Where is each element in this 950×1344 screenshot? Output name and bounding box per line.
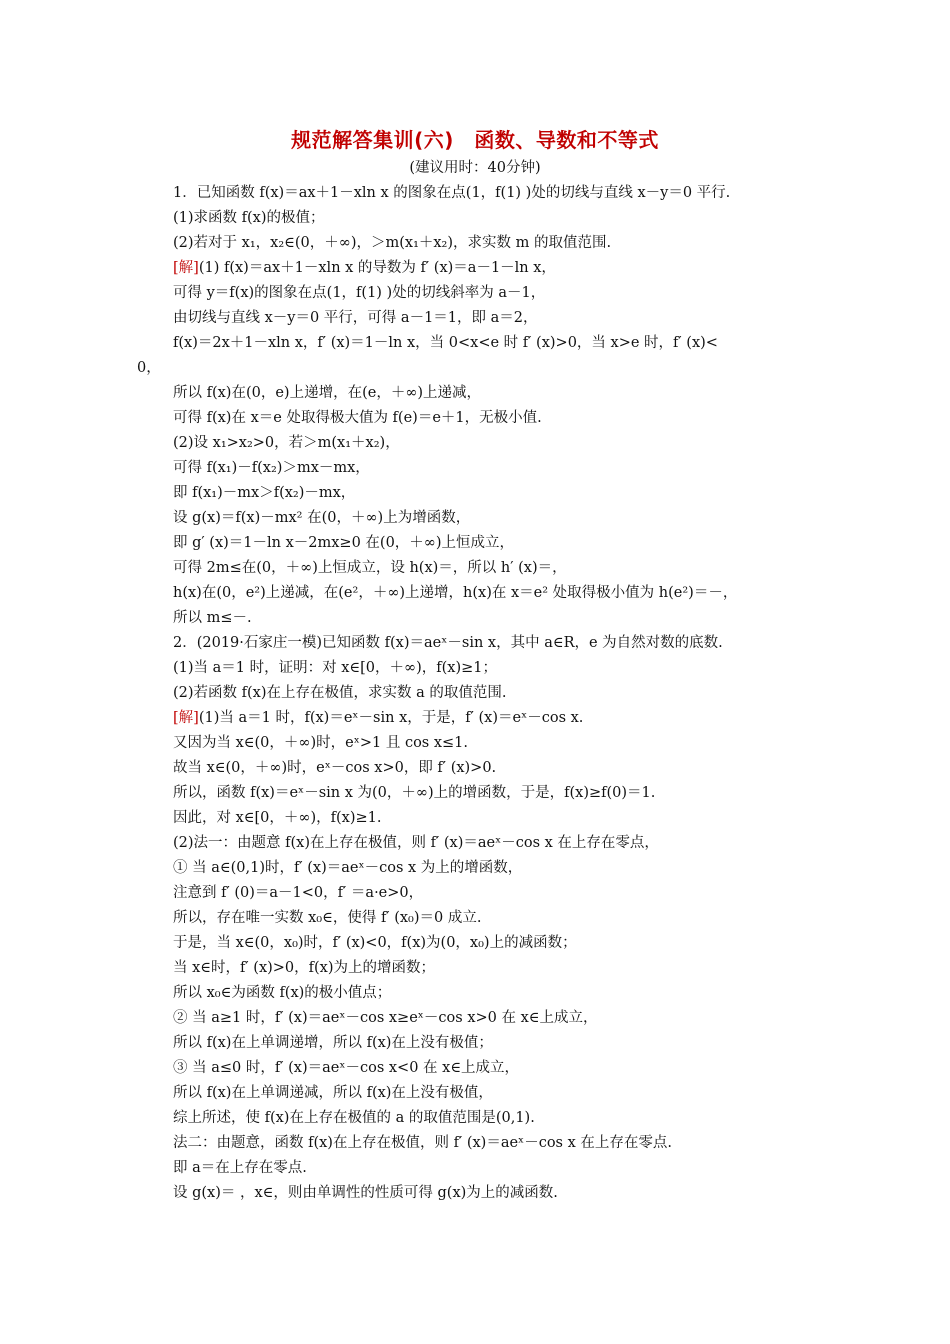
text-line: (2)设 x₁>x₂>0，若＞m(x₁＋x₂)， <box>173 435 400 451</box>
text-line: 所以，函数 f(x)＝eˣ－sin x 为(0，＋∞)上的增函数，于是，f(x)≥f(0)＝1. <box>173 785 656 801</box>
text-line: (2)法一：由题意 f(x)在上存在极值，则 f′ (x)＝aeˣ－cos x 在上存在零点， <box>173 835 659 851</box>
text-line: 注意到 f′ (0)＝a－1<0，f′ ＝a·e>0， <box>173 885 424 901</box>
text-line: 可得 y＝f(x)的图象在点(1，f(1) )处的切线斜率为 a－1， <box>173 285 546 301</box>
solution-line <box>173 708 583 728</box>
text-line: 又因为当 x∈(0，＋∞)时，eˣ>1 且 cos x≤1. <box>173 735 469 751</box>
text-line: h(x)在(0，e²)上递减，在(e²，＋∞)上递增，h(x)在 x＝e² 处取得极小值为 h(e²)＝－， <box>173 585 738 601</box>
solution-line <box>173 258 556 278</box>
text-line: 0， <box>137 360 161 376</box>
text-line: (1)当 a＝1 时，f(x)＝eˣ－sin x，于是，f′ (x)＝eˣ－cos x. <box>198 710 584 726</box>
text-line: ① 当 a∈(0,1)时，f′ (x)＝aeˣ－cos x 为上的增函数， <box>173 860 523 876</box>
text-line: 于是，当 x∈(0，x₀)时，f′ (x)<0，f(x)为(0，x₀)上的减函数； <box>173 935 577 951</box>
text-line: 即 g′ (x)＝1－ln x－2mx≥0 在(0，＋∞)上恒成立， <box>173 535 515 551</box>
text-line: 所以 f(x)在(0，e)上递增，在(e，＋∞)上递减， <box>173 385 482 401</box>
text-line: 即 f(x₁)－mx＞f(x₂)－mx， <box>173 485 356 501</box>
text-line: 可得 2m≤在(0，＋∞)上恒成立，设 h(x)＝，所以 h′ (x)＝， <box>173 560 567 576</box>
page-title: 规范解答集训(六) 函数、导数和不等式 <box>291 128 659 152</box>
text-line: 因此，对 x∈[0，＋∞)，f(x)≥1. <box>173 810 382 826</box>
text-line: (1)当 a＝1 时，证明：对 x∈[0，＋∞)，f(x)≥1； <box>173 660 497 676</box>
text-line: ② 当 a≥1 时，f′ (x)＝aeˣ－cos x≥eˣ－cos x>0 在 x∈上成立， <box>173 1010 598 1026</box>
text-line: (1)求函数 f(x)的极值； <box>173 210 325 226</box>
text-line: 1．已知函数 f(x)＝ax＋1－xln x 的图象在点(1，f(1) )处的切线与直线 x－y＝0 平行. <box>173 185 731 201</box>
solution-label: [解] <box>173 710 199 726</box>
page-subtitle: (建议用时：40分钟) <box>409 160 541 176</box>
text-line: 所以，存在唯一实数 x₀∈，使得 f′ (x₀)＝0 成立. <box>173 910 482 926</box>
text-line: 综上所述，使 f(x)在上存在极值的 a 的取值范围是(0,1). <box>173 1110 535 1126</box>
text-line: 故当 x∈(0，＋∞)时，eˣ－cos x>0，即 f′ (x)>0. <box>173 760 497 776</box>
text-line: 即 a＝在上存在零点. <box>173 1160 307 1176</box>
text-line: 2．(2019·石家庄一模)已知函数 f(x)＝aeˣ－sin x，其中 a∈R，e 为自然对数的底数. <box>173 635 723 651</box>
solution-label: [解] <box>173 260 199 276</box>
text-line: 所以 m≤－. <box>173 610 252 626</box>
text-line: 可得 f(x₁)－f(x₂)＞mx－mx， <box>173 460 370 476</box>
text-line: 所以 x₀∈为函数 f(x)的极小值点； <box>173 985 392 1001</box>
text-line: 所以 f(x)在上单调递增，所以 f(x)在上没有极值； <box>173 1035 493 1051</box>
text-line: ③ 当 a≤0 时，f′ (x)＝aeˣ－cos x<0 在 x∈上成立， <box>173 1060 520 1076</box>
text-line: 由切线与直线 x－y＝0 平行，可得 a－1＝1，即 a＝2， <box>173 310 538 326</box>
text-line: 设 g(x)＝f(x)－mx² 在(0，＋∞)上为增函数， <box>173 510 471 526</box>
text-line: (2)若对于 x₁，x₂∈(0，＋∞)，＞m(x₁＋x₂)，求实数 m 的取值范围. <box>173 235 612 251</box>
text-line: f(x)＝2x＋1－xln x，f′ (x)＝1－ln x，当 0<x<e 时 f′ (x)>0，当 x>e 时，f′ (x)< <box>173 335 718 351</box>
text-line: (2)若函数 f(x)在上存在极值，求实数 a 的取值范围. <box>173 685 507 701</box>
text-line: (1) f(x)＝ax＋1－xln x 的导数为 f′ (x)＝a－1－ln x， <box>198 260 556 276</box>
text-line: 法二：由题意，函数 f(x)在上存在极值，则 f′ (x)＝aeˣ－cos x 在上存在零点. <box>173 1135 673 1151</box>
text-line: 所以 f(x)在上单调递减，所以 f(x)在上没有极值， <box>173 1085 493 1101</box>
text-line: 可得 f(x)在 x＝e 处取得极大值为 f(e)＝e＋1，无极小值. <box>173 410 542 426</box>
text-line: 当 x∈时，f′ (x)>0，f(x)为上的增函数； <box>173 960 436 976</box>
text-line: 设 g(x)＝ ，x∈，则由单调性的性质可得 g(x)为上的减函数. <box>173 1185 558 1201</box>
